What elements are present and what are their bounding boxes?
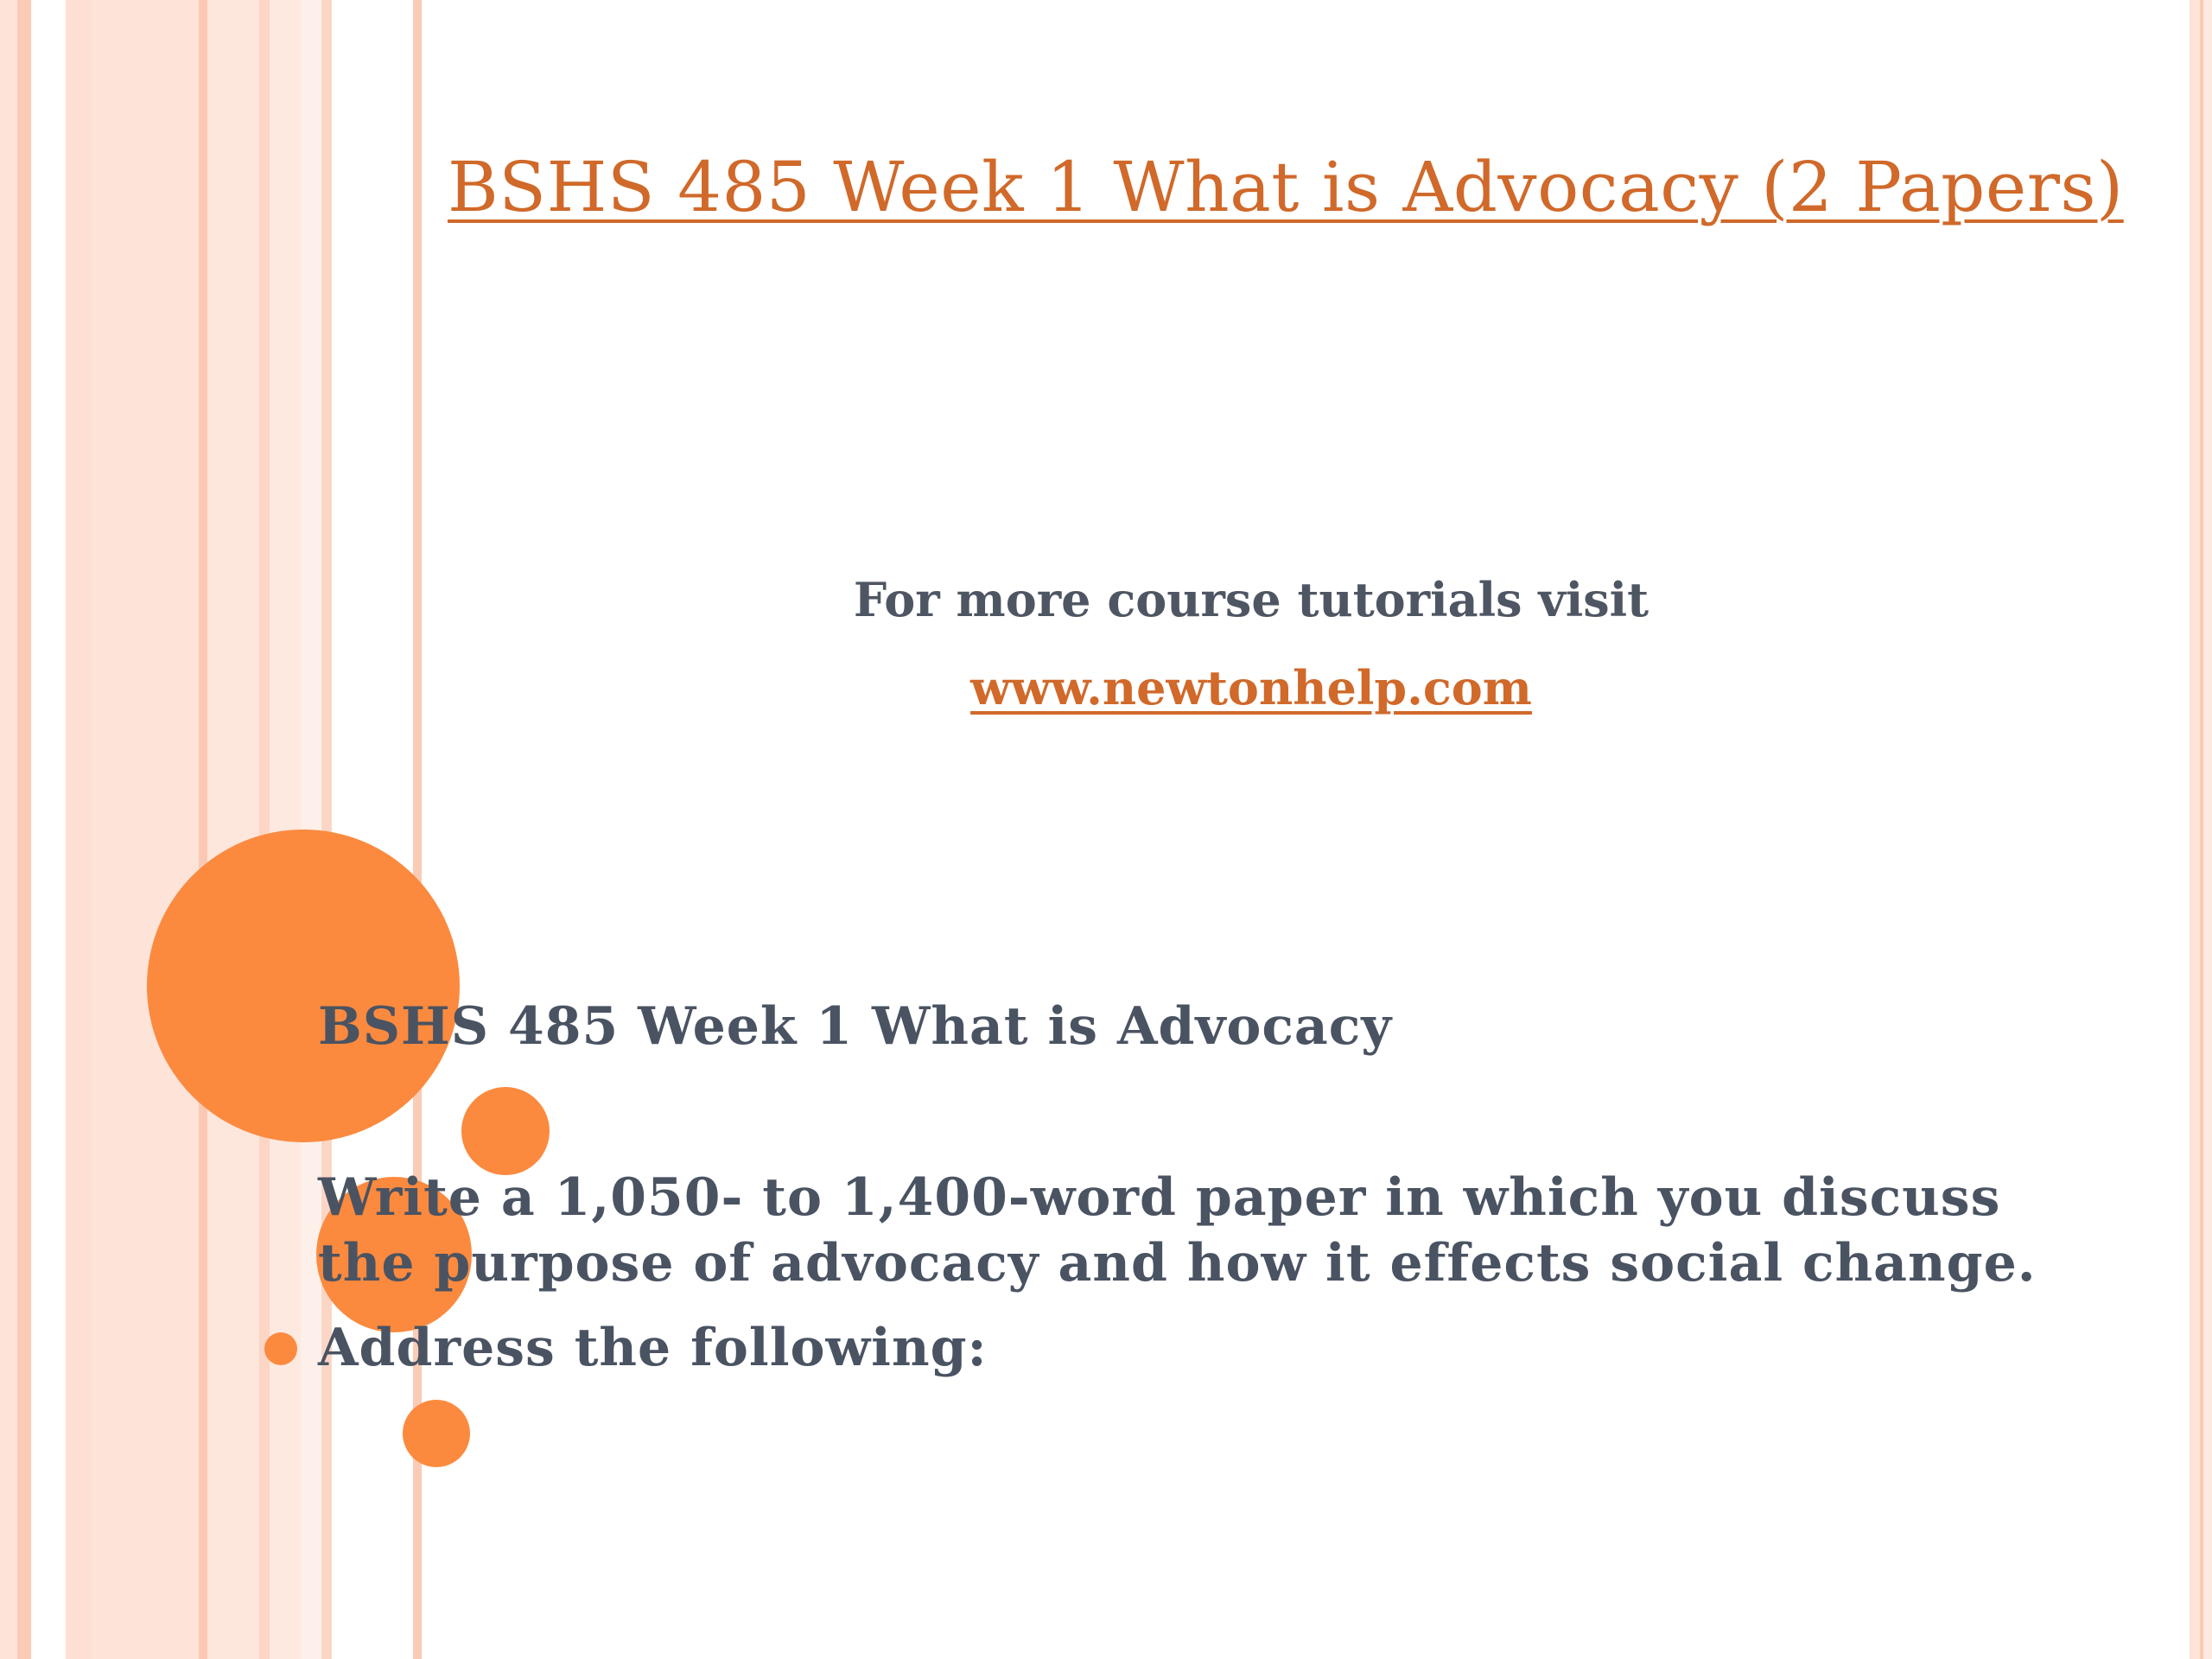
decorative-stripe [17, 0, 31, 1659]
body-address: Address the following: [318, 1318, 988, 1378]
decorative-stripe [321, 0, 332, 1659]
website-link[interactable]: www.newtonhelp.com [970, 660, 1532, 715]
decorative-circle [147, 830, 460, 1142]
decorative-stripe [31, 0, 66, 1659]
decorative-circle [461, 1087, 550, 1175]
decorative-stripe [66, 0, 92, 1659]
decorative-stripe [92, 0, 199, 1659]
decorative-stripe [199, 0, 207, 1659]
decorative-stripe [207, 0, 259, 1659]
decorative-stripe [259, 0, 270, 1659]
body-heading: BSHS 485 Week 1 What is Advocacy [318, 996, 1393, 1057]
bullet-dot [264, 1332, 297, 1365]
body-paragraph: Write a 1,050- to 1,400-word paper in which you discuss the purpose of advocacy and how it effects social change. [318, 1167, 2037, 1294]
slide-title-link[interactable]: BSHS 485 Week 1 What is Advocacy (2 Papers) [448, 147, 2124, 227]
decorative-stripe [0, 0, 17, 1659]
decorative-circle [403, 1400, 470, 1467]
decorative-stripe [2203, 0, 2212, 1659]
visit-text: For more course tutorials visit [853, 572, 1649, 627]
decorative-stripe [2190, 0, 2200, 1659]
